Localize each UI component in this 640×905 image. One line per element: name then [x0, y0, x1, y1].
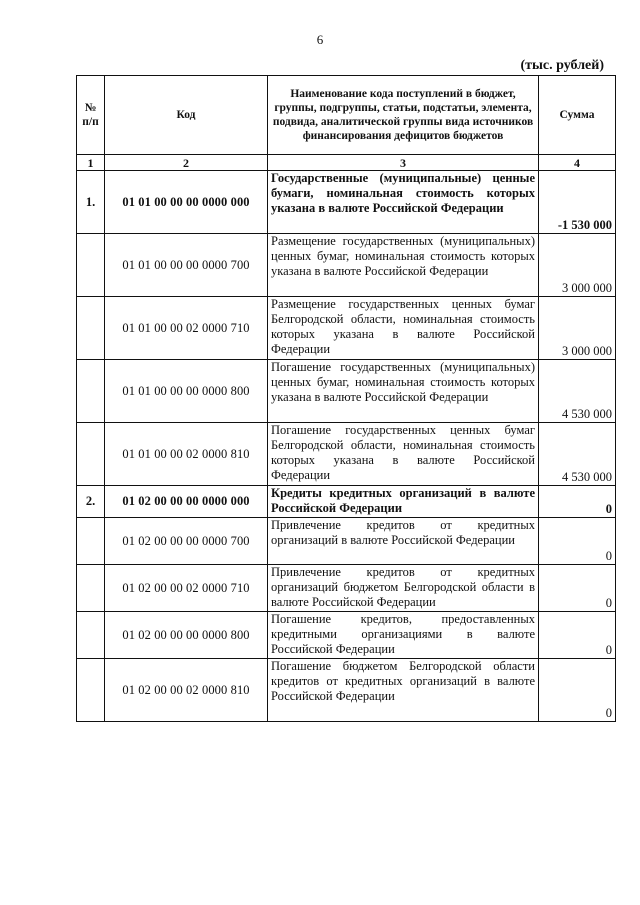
row-num: 2.	[77, 486, 105, 518]
row-name: Привлечение кредитов от кредитных организаций бюджетом Белгородской области в валюте Российской Федерации	[268, 565, 539, 612]
row-code: 01 02 00 00 00 0000 700	[105, 518, 268, 565]
row-num	[77, 518, 105, 565]
table-row	[77, 423, 616, 486]
row-sum: 0	[539, 518, 616, 565]
row-sum: 3 000 000	[539, 297, 616, 360]
row-name: Погашение бюджетом Белгородской области кредитов от кредитных организаций в валюте Российской Федерации	[268, 659, 539, 722]
row-num	[77, 612, 105, 659]
row-num	[77, 234, 105, 297]
header-sum: Сумма	[539, 76, 616, 155]
row-sum: 0	[539, 659, 616, 722]
units-label: (тыс. рублей)	[520, 58, 604, 73]
table-header-row	[77, 76, 616, 155]
row-sum: 4 530 000	[539, 423, 616, 486]
row-code: 01 02 00 00 00 0000 800	[105, 612, 268, 659]
table-row	[77, 171, 616, 234]
table-row	[77, 234, 616, 297]
page-number: 6	[316, 32, 324, 47]
row-name: Погашение государственных ценных бумаг Белгородской области, номинальная стоимость которых указана в валюте Российской Федерации	[268, 423, 539, 486]
row-code: 01 01 00 00 02 0000 810	[105, 423, 268, 486]
table-row	[77, 297, 616, 360]
table-row	[77, 659, 616, 722]
column-number: 3	[268, 155, 539, 171]
table-row	[77, 518, 616, 565]
row-code: 01 01 00 00 00 0000 700	[105, 234, 268, 297]
header-code: Код	[105, 76, 268, 155]
table-row	[77, 565, 616, 612]
row-sum: 0	[539, 565, 616, 612]
row-sum: 3 000 000	[539, 234, 616, 297]
row-sum: 0	[539, 612, 616, 659]
column-number-row	[77, 155, 616, 171]
row-num	[77, 659, 105, 722]
row-code: 01 01 00 00 02 0000 710	[105, 297, 268, 360]
row-name: Погашение кредитов, предоставленных кредитными организациями в валюте Российской Федерации	[268, 612, 539, 659]
row-code: 01 01 00 00 00 0000 000	[105, 171, 268, 234]
row-code: 01 02 00 00 00 0000 000	[105, 486, 268, 518]
table-row	[77, 360, 616, 423]
row-code: 01 02 00 00 02 0000 810	[105, 659, 268, 722]
header-name: Наименование кода поступлений в бюджет, группы, подгруппы, статьи, подстатьи, элемента, подвида, аналитической группы вида источников финансирования дефицитов бюджетов	[268, 76, 539, 155]
row-sum: 4 530 000	[539, 360, 616, 423]
column-number: 1	[77, 155, 105, 171]
row-num	[77, 423, 105, 486]
row-code: 01 01 00 00 00 0000 800	[105, 360, 268, 423]
row-name: Кредиты кредитных организаций в валюте Российской Федерации	[268, 486, 539, 518]
row-num	[77, 565, 105, 612]
row-sum: 0	[539, 486, 616, 518]
row-name: Погашение государственных (муниципальных) ценных бумаг, номинальная стоимость которых указана в валюте Российской Федерации	[268, 360, 539, 423]
table-row	[77, 612, 616, 659]
column-number: 2	[105, 155, 268, 171]
row-name: Размещение государственных (муниципальных) ценных бумаг, номинальная стоимость которых указана в валюте Российской Федерации	[268, 234, 539, 297]
row-code: 01 02 00 00 02 0000 710	[105, 565, 268, 612]
row-num	[77, 297, 105, 360]
row-name: Размещение государственных ценных бумаг Белгородской области, номинальная стоимость которых указана в валюте Российской Федерации	[268, 297, 539, 360]
header-num: № п/п	[77, 76, 105, 155]
row-name: Привлечение кредитов от кредитных организаций в валюте Российской Федерации	[268, 518, 539, 565]
row-sum: -1 530 000	[539, 171, 616, 234]
column-number: 4	[539, 155, 616, 171]
row-num: 1.	[77, 171, 105, 234]
sources-table	[76, 75, 616, 722]
table-row	[77, 486, 616, 518]
row-name: Государственные (муниципальные) ценные бумаги, номинальная стоимость которых указана в валюте Российской Федерации	[268, 171, 539, 234]
row-num	[77, 360, 105, 423]
